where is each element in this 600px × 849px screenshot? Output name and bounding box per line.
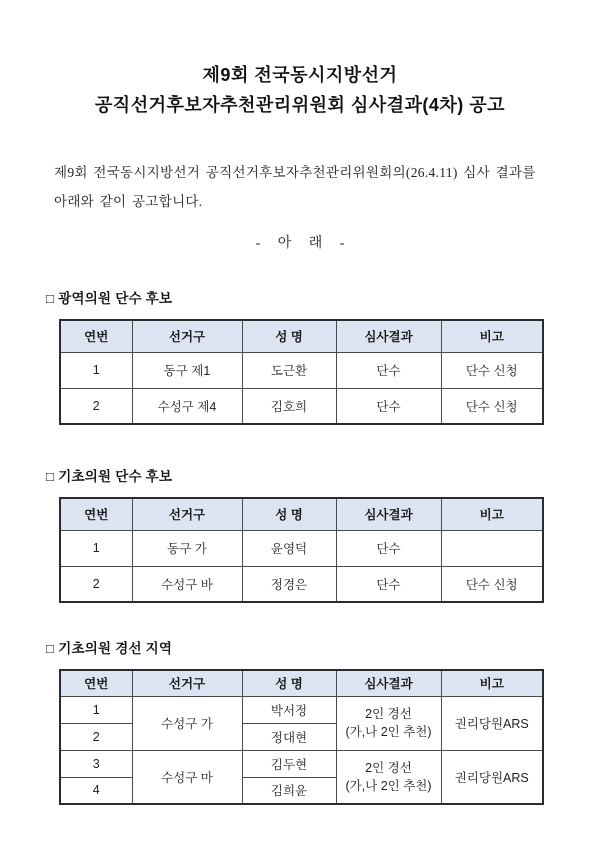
table-header-row [60, 498, 543, 530]
col-header-note: 비고 [441, 498, 543, 530]
cell-name: 정경은 [242, 566, 336, 602]
table-row [60, 352, 543, 388]
basic-single-table [59, 497, 544, 603]
cell-no: 3 [60, 750, 132, 777]
cell-name: 김두현 [242, 750, 336, 777]
cell-name: 김호희 [242, 388, 336, 424]
col-header-no: 연번 [60, 670, 132, 696]
col-header-note: 비고 [441, 670, 543, 696]
col-header-no: 연번 [60, 320, 132, 352]
col-header-district: 선거구 [132, 320, 242, 352]
col-header-result: 심사결과 [336, 320, 441, 352]
cell-result-merged [336, 696, 441, 750]
title-line-1: 제9회 전국동시지방선거 [202, 65, 398, 85]
cell-note-merged: 권리당원ARS [441, 750, 543, 804]
table-row [60, 750, 543, 777]
cell-district: 동구 제1 [132, 352, 242, 388]
document-title [0, 0, 600, 120]
basic-primary-table [59, 669, 544, 805]
cell-district-merged: 수성구 마 [132, 750, 242, 804]
announcement-body [54, 158, 550, 216]
table-header-row [60, 320, 543, 352]
col-header-name: 성 명 [242, 320, 336, 352]
section-heading-basic-single: □ 기초의원 단수 후보 [46, 469, 173, 484]
cell-no: 4 [60, 777, 132, 804]
cell-no: 2 [60, 723, 132, 750]
cell-note: 단수 신청 [441, 388, 543, 424]
col-header-name: 성 명 [242, 498, 336, 530]
cell-name: 김희윤 [242, 777, 336, 804]
cell-name: 도근환 [242, 352, 336, 388]
col-header-note: 비고 [441, 320, 543, 352]
table-row [60, 388, 543, 424]
result-line-1: 2인 경선 [365, 707, 412, 721]
cell-name: 윤영덕 [242, 530, 336, 566]
result-line-2: (가,나 2인 추천) [345, 725, 432, 739]
cell-result: 단수 [336, 388, 441, 424]
table-header-row [60, 670, 543, 696]
col-header-name: 성 명 [242, 670, 336, 696]
col-header-district: 선거구 [132, 670, 242, 696]
cell-name: 정대현 [242, 723, 336, 750]
cell-no: 1 [60, 352, 132, 388]
cell-note: 단수 신청 [441, 566, 543, 602]
cell-result: 단수 [336, 352, 441, 388]
table-row [60, 566, 543, 602]
body-line-2: 아래와 같이 공고합니다. [54, 194, 203, 209]
metro-single-table [59, 319, 544, 425]
cell-district-merged: 수성구 가 [132, 696, 242, 750]
cell-district: 수성구 제4 [132, 388, 242, 424]
title-line-2: 공직선거후보자추천관리위원회 심사결과(4차) 공고 [94, 95, 506, 115]
col-header-result: 심사결과 [336, 670, 441, 696]
table-row [60, 696, 543, 723]
cell-district: 동구 가 [132, 530, 242, 566]
body-line-1: 제9회 전국동시지방선거 공직선거후보자추천관리위원회의(26.4.11) 심사 결과를 [54, 165, 536, 180]
cell-name: 박서정 [242, 696, 336, 723]
cell-result: 단수 [336, 566, 441, 602]
cell-no: 2 [60, 566, 132, 602]
cell-no: 1 [60, 530, 132, 566]
section-heading-basic-primary: □ 기초의원 경선 지역 [46, 641, 173, 656]
col-header-no: 연번 [60, 498, 132, 530]
cell-note: 단수 신청 [441, 352, 543, 388]
col-header-district: 선거구 [132, 498, 242, 530]
cell-no: 1 [60, 696, 132, 723]
cell-result: 단수 [336, 530, 441, 566]
col-header-result: 심사결과 [336, 498, 441, 530]
cell-note-merged: 권리당원ARS [441, 696, 543, 750]
result-line-2: (가,나 2인 추천) [345, 778, 432, 793]
table-row [60, 530, 543, 566]
section-heading-metro-single: □ 광역의원 단수 후보 [46, 291, 173, 306]
cell-district: 수성구 바 [132, 566, 242, 602]
result-line-1: 2인 경선 [365, 760, 412, 775]
cell-result-merged [336, 750, 441, 804]
cell-no: 2 [60, 388, 132, 424]
below-divider: - 아 래 - [255, 236, 345, 251]
cell-note [441, 530, 543, 566]
